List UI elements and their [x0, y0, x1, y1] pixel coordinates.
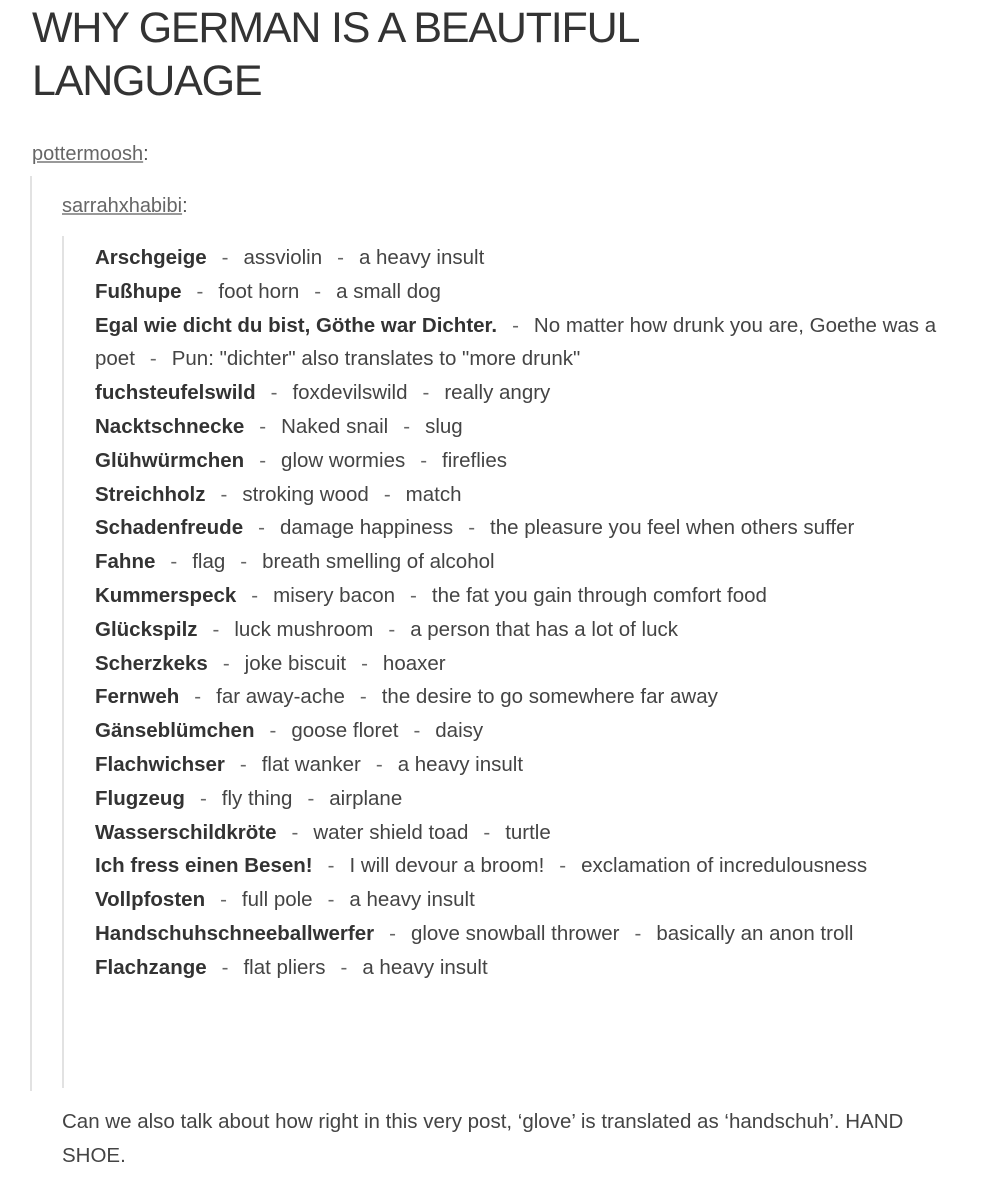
- literal-translation: foxdevilswild: [292, 381, 408, 405]
- word-entry: [95, 714, 965, 748]
- separator: -: [483, 820, 491, 844]
- separator: -: [559, 854, 567, 878]
- word-entry: [95, 410, 965, 444]
- separator: -: [269, 719, 277, 743]
- literal-translation: flat wanker: [261, 752, 361, 776]
- german-term: Flugzeug: [95, 786, 185, 810]
- german-term: Streichholz: [95, 482, 206, 506]
- separator: -: [196, 279, 204, 303]
- meaning: match: [405, 482, 462, 506]
- word-entry: [95, 613, 965, 647]
- meaning: a heavy insult: [349, 888, 475, 912]
- word-entry: [95, 680, 965, 714]
- german-term: Flachzange: [95, 955, 207, 979]
- reblog-header-sarrahxhabibi: [62, 193, 188, 219]
- reblog-comment: Can we also talk about how right in this very post, ‘glove’ is translated as ‘handschuh’. HAND SHOE.: [62, 1110, 904, 1167]
- meaning: a person that has a lot of luck: [410, 617, 678, 641]
- literal-translation: stroking wood: [242, 482, 369, 506]
- separator: -: [389, 921, 396, 945]
- separator: -: [375, 752, 383, 776]
- colon: :: [182, 195, 188, 217]
- word-entry: [95, 511, 965, 545]
- separator: -: [327, 888, 335, 912]
- separator: -: [194, 685, 202, 709]
- meaning: a small dog: [336, 279, 441, 303]
- literal-translation: joke biscuit: [244, 651, 347, 675]
- word-entry: [95, 444, 965, 478]
- german-term: Fahne: [95, 550, 156, 574]
- literal-translation: damage happiness: [279, 516, 454, 540]
- word-entry: [95, 849, 965, 883]
- word-entry: [95, 309, 965, 377]
- separator: -: [251, 583, 259, 607]
- separator: -: [307, 786, 315, 810]
- word-entry: [95, 782, 965, 816]
- separator: -: [258, 516, 265, 540]
- separator: -: [512, 313, 519, 337]
- separator: -: [221, 955, 229, 979]
- meaning: basically an anon troll: [656, 921, 854, 945]
- separator: -: [220, 482, 228, 506]
- german-term: Fußhupe: [95, 279, 182, 303]
- separator: -: [413, 719, 421, 743]
- german-term: Handschuhschneeballwerfer: [95, 921, 375, 945]
- german-term: Scherzkeks: [95, 651, 208, 675]
- literal-translation: misery bacon: [273, 583, 396, 607]
- word-entry: [95, 478, 965, 512]
- literal-translation: far away-ache: [216, 685, 345, 709]
- meaning: turtle: [505, 820, 551, 844]
- german-term: Schadenfreude: [95, 516, 244, 540]
- meaning: airplane: [329, 786, 403, 810]
- meaning: the fat you gain through comfort food: [431, 583, 767, 607]
- separator: -: [259, 448, 267, 472]
- literal-translation: luck mushroom: [234, 617, 374, 641]
- word-list: [95, 241, 965, 985]
- literal-translation: full pole: [241, 888, 313, 912]
- literal-translation: I will devour a broom!: [349, 854, 545, 878]
- german-term: Flachwichser: [95, 752, 225, 776]
- word-entry: [95, 816, 965, 850]
- meaning: a heavy insult: [397, 752, 524, 776]
- meaning: exclamation of incredulousness: [581, 854, 868, 878]
- word-entry: [95, 376, 965, 410]
- literal-translation: goose floret: [291, 719, 399, 743]
- word-entry: [95, 917, 965, 951]
- german-term: Ich fress einen Besen!: [95, 854, 313, 878]
- german-term: Kummerspeck: [95, 583, 237, 607]
- separator: -: [340, 955, 348, 979]
- separator: -: [388, 617, 396, 641]
- german-term: Wasserschildkröte: [95, 820, 277, 844]
- separator: -: [359, 685, 367, 709]
- username-link-pottermoosh[interactable]: pottermoosh: [32, 143, 144, 165]
- word-entry: [95, 647, 965, 681]
- separator: -: [403, 414, 411, 438]
- meaning: Pun: "dichter" also translates to "more drunk": [171, 347, 581, 371]
- german-term: Gänseblümchen: [95, 719, 255, 743]
- separator: -: [410, 583, 417, 607]
- literal-translation: water shield toad: [313, 820, 469, 844]
- meaning: daisy: [435, 719, 484, 743]
- literal-translation: glow wormies: [281, 448, 406, 472]
- blockquote-border-outer: [30, 176, 32, 1091]
- word-entry: [95, 241, 965, 275]
- separator: -: [327, 854, 335, 878]
- german-term: Vollpfosten: [95, 888, 206, 912]
- separator: -: [314, 279, 322, 303]
- german-term: fuchsteufelswild: [95, 381, 256, 405]
- separator: -: [240, 550, 248, 574]
- word-entry: [95, 883, 965, 917]
- separator: -: [337, 246, 344, 269]
- german-term: Glückspilz: [95, 617, 198, 641]
- literal-translation: glove snowball thrower: [410, 921, 620, 945]
- separator: -: [199, 786, 207, 810]
- separator: -: [222, 651, 230, 675]
- word-entry: [95, 951, 965, 985]
- word-entry: [95, 579, 965, 613]
- literal-translation: fly thing: [221, 786, 293, 810]
- meaning: a heavy insult: [358, 246, 485, 269]
- reblog-header-pottermoosh: [32, 141, 149, 167]
- meaning: really angry: [444, 381, 551, 405]
- meaning: hoaxer: [382, 651, 446, 675]
- meaning: a heavy insult: [362, 955, 488, 979]
- colon: :: [143, 143, 149, 165]
- separator: -: [422, 381, 430, 405]
- meaning: slug: [425, 414, 463, 438]
- separator: -: [239, 752, 247, 776]
- literal-translation: foot horn: [218, 279, 300, 303]
- separator: -: [634, 921, 642, 945]
- separator: -: [468, 516, 476, 540]
- separator: -: [149, 347, 157, 371]
- separator: -: [221, 246, 229, 269]
- meaning: fireflies: [442, 448, 507, 472]
- separator: -: [361, 651, 368, 675]
- separator: -: [291, 820, 299, 844]
- word-entry: [95, 275, 965, 309]
- meaning: the pleasure you feel when others suffer: [490, 516, 855, 540]
- word-entry: [95, 545, 965, 579]
- username-link-sarrahxhabibi[interactable]: sarrahxhabibi: [62, 195, 183, 217]
- meaning: breath smelling of alcohol: [262, 550, 495, 574]
- post-title: WHY GERMAN IS A BEAUTIFUL LANGUAGE: [32, 4, 638, 105]
- literal-translation: assviolin: [243, 246, 323, 269]
- word-entry: [95, 748, 965, 782]
- blockquote-border-inner: [62, 236, 64, 1088]
- german-term: Arschgeige: [95, 246, 207, 269]
- separator: -: [212, 617, 220, 641]
- separator: -: [420, 448, 428, 472]
- separator: -: [259, 414, 267, 438]
- german-term: Nacktschnecke: [95, 414, 245, 438]
- literal-translation: Naked snail: [281, 414, 389, 438]
- literal-translation: flat pliers: [243, 955, 326, 979]
- literal-translation: No matter how drunk you are, Goethe was a poet: [95, 313, 937, 371]
- separator: -: [170, 550, 178, 574]
- separator: -: [270, 381, 278, 405]
- literal-translation: flag: [192, 550, 226, 574]
- german-term: Egal wie dicht du bist, Göthe war Dichter.: [95, 313, 498, 337]
- meaning: the desire to go somewhere far away: [381, 685, 718, 709]
- german-term: Glühwürmchen: [95, 448, 245, 472]
- separator: -: [383, 482, 391, 506]
- german-term: Fernweh: [95, 685, 180, 709]
- separator: -: [220, 888, 227, 912]
